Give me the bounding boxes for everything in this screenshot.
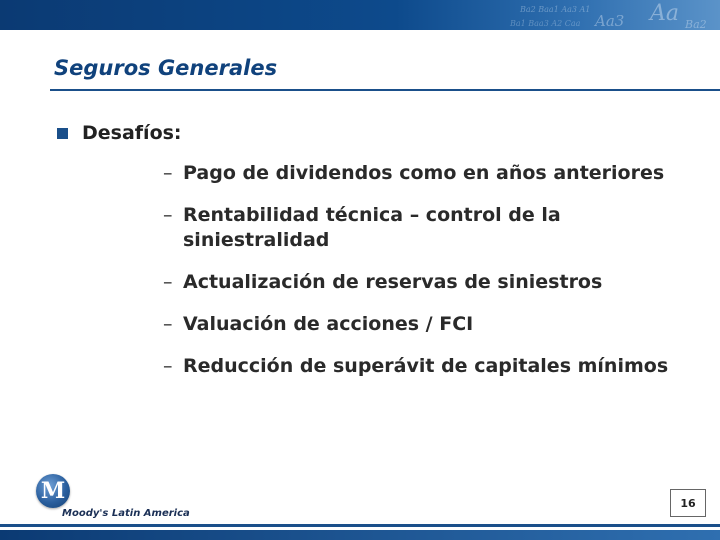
dash-bullet: –: [163, 162, 173, 184]
list-item-text: Pago de dividendos como en años anteriores: [183, 162, 665, 184]
footer-divider: [0, 524, 720, 527]
logo-emblem-icon: M: [36, 474, 70, 508]
svg-text:Ba2 Baa1 Aa3 A1: Ba2 Baa1 Aa3 A1: [520, 5, 591, 14]
list-item-text: Actualización de reservas de siniestros: [183, 271, 603, 293]
list-item-text: Rentabilidad técnica – control de la siniestralidad: [183, 204, 561, 251]
dash-bullet: –: [163, 271, 173, 293]
list-item: [163, 354, 683, 379]
svg-text:Ba1 Baa3 A2 Caa: Ba1 Baa3 A2 Caa: [510, 19, 581, 28]
page-number: 16: [670, 489, 706, 517]
typography-decoration: [500, 0, 720, 30]
list-item: [163, 312, 683, 337]
square-bullet-icon: [57, 128, 68, 139]
title-divider: [50, 89, 720, 91]
list-item: [163, 270, 683, 295]
list-item: [163, 161, 683, 186]
header-banner: [0, 0, 720, 30]
svg-text:Aa: Aa: [650, 1, 680, 26]
bullet-list: [163, 161, 683, 396]
svg-text:Ba2: Ba2: [685, 18, 707, 30]
slide-title: Seguros Generales: [54, 56, 278, 80]
dash-bullet: –: [163, 313, 173, 335]
footer-banner: [0, 530, 720, 540]
section-label: Desafíos:: [82, 122, 182, 144]
dash-bullet: –: [163, 204, 173, 226]
dash-bullet: –: [163, 355, 173, 377]
svg-text:Aa3: Aa3: [595, 12, 625, 30]
section-heading: [57, 122, 182, 144]
company-logo: [34, 474, 214, 524]
list-item-text: Reducción de superávit de capitales mínimos: [183, 355, 669, 377]
logo-wordmark: Moody's Latin America: [62, 508, 190, 519]
list-item-text: Valuación de acciones / FCI: [183, 313, 474, 335]
list-item: [163, 203, 683, 253]
